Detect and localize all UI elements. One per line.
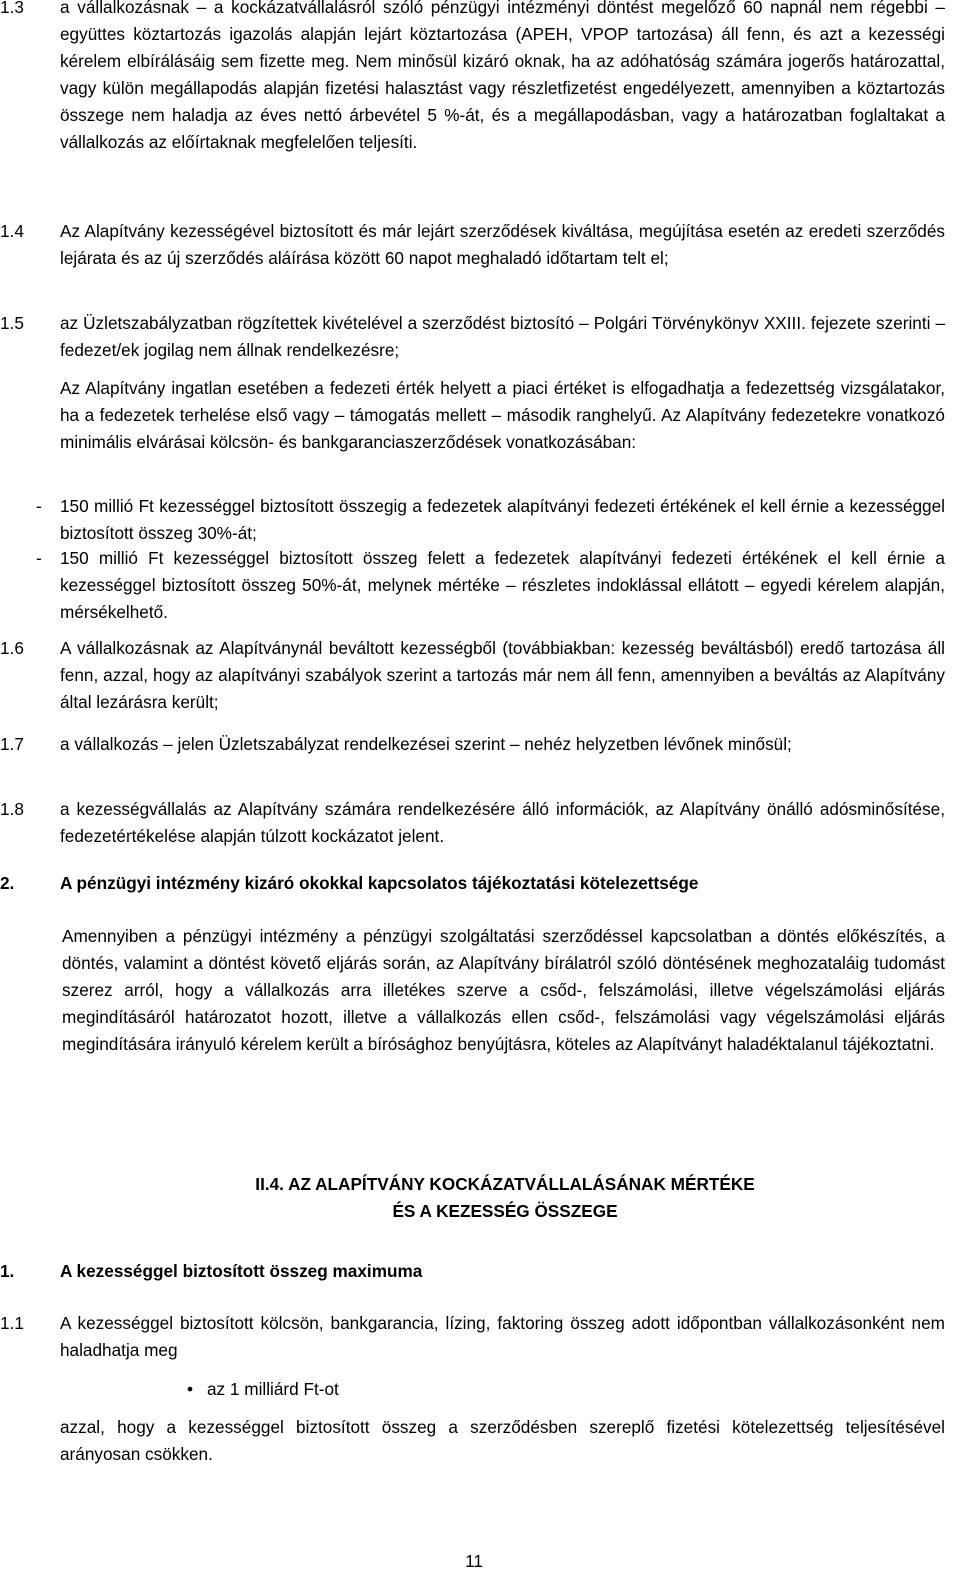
dash-item-1: [0, 493, 958, 547]
closing-paragraph: azzal, hogy a kezességgel biztosított összeg a szerződésben szereplő fizetési kötelezettség teljesítésével arányosan csökken.: [60, 1417, 945, 1464]
list-item-1-7: [0, 731, 958, 758]
item-text: a kezességvállalás az Alapítvány számára rendelkezésére álló információk, az Alapítvány önálló adósminősítése, fedezetértékelése alapján túlzott kockázatot jelent.: [60, 799, 945, 846]
bullet-marker: •: [187, 1379, 194, 1399]
item-text: a vállalkozás – jelen Üzletszabályzat rendelkezései szerint – nehéz helyzetben lévőnek minősül;: [60, 734, 792, 754]
item-text: az Üzletszabályzatban rögzítettek kivételével a szerződést biztosító – Polgári Törvénykönyv XXIII. fejezete szerinti – fedezet/ek jogilag nem állnak rendelkezésre;: [60, 313, 945, 360]
item-number: 1.1: [0, 1313, 24, 1333]
paragraph-collateral: Az Alapítvány ingatlan esetében a fedezeti érték helyett a piaci értéket is elfogadhatja a fedezettség vizsgálatakor, ha a fedezetek terhelése első vagy – támogatás mellett – második ranghelyű. Az Alapítvány fedezetekre vonatkozó minimális elvárásai kölcsön- és bankgaranciaszerződések vonatkozásában:: [60, 378, 945, 452]
chapter-title-line-1: II.4. AZ ALAPÍTVÁNY KOCKÁZATVÁLLALÁSÁNAK MÉRTÉKE: [255, 1174, 755, 1194]
list-item-1-1: [0, 1310, 958, 1364]
dash-text: 150 millió Ft kezességgel biztosított összegig a fedezetek alapítványi fedezeti értékének el kell érnie a kezességgel biztosított összeg 30%-át;: [60, 496, 945, 543]
list-item-1-8: [0, 796, 958, 850]
item-text: A vállalkozásnak az Alapítványnál beváltott kezességből (továbbiakban: kezesség beváltásból) eredő tartozása áll fenn, azzal, hogy az alapítványi szabályok szerint a tartozás már nem áll fenn, amennyiben a beváltás az Alapítvány által lezárásra került;: [60, 638, 945, 712]
section-number: 1.: [0, 1261, 15, 1281]
section-2-paragraph: Amennyiben a pénzügyi intézmény a pénzügyi szolgáltatási szerződéssel kapcsolatban a döntés előkészítés, a döntés, valamint a döntést követő eljárás során, az Alapítvány bírálatról szóló döntésének meghozataláig tudomást szerez arról, hogy a vállalkozás arra illetékes szerve a csőd-, felszámolási, illetve végelszámolási eljárás megindításáról határozatot hozott, illetve a vállalkozás ellen csőd-, felszámolási vagy végelszámolási eljárás megindítására irányuló kérelem került a bírósághoz benyújtásra, köteles az Alapítványt haladéktalanul tájékoztatni.: [62, 926, 945, 1054]
list-item-1-3: [0, 0, 958, 156]
item-text: Az Alapítvány kezességével biztosított és már lejárt szerződések kiváltása, megújítása esetén az eredeti szerződés lejárata és az új szerződés aláírása között 60 napot meghaladó időtartam telt el;: [60, 221, 945, 268]
item-number: 1.5: [0, 313, 24, 333]
item-text: a vállalkozásnak – a kockázatvállalásról szóló pénzügyi intézményi döntést megelőző 60 napnál nem régebbi – együttes köztartozás igazolás alapján lejárt köztartozása (APEH, VPOP tartozása) áll fenn, és azt a kezességi kérelem elbírálásáig sem fizette meg. Nem minősül kizáró oknak, ha az adóhatóság számára jogerős határozattal, vagy külön megállapodás alapján fizetési halasztást vagy részletfizetést engedélyezett, amennyiben a köztartozás összege nem haladja az éves nettó árbevétel 5 %-át, és a megállapodásban, vagy a határozatban foglaltakat a vállalkozás az előírtaknak megfelelően teljesíti.: [60, 0, 945, 152]
dash-marker: -: [36, 496, 42, 516]
dash-item-2: [0, 545, 958, 626]
dash-marker: -: [36, 548, 42, 568]
bullet-text: az 1 milliárd Ft-ot: [207, 1379, 339, 1399]
item-number: 1.7: [0, 734, 24, 754]
chapter-title-line-2: ÉS A KEZESSÉG ÖSSZEGE: [392, 1201, 618, 1221]
item-text: A kezességgel biztosított kölcsön, bankgarancia, lízing, faktoring összeg adott időpontban vállalkozásonként nem haladhatja meg: [60, 1313, 945, 1360]
page-number: 11: [465, 1551, 483, 1571]
item-number: 1.4: [0, 221, 24, 241]
list-item-1-6: [0, 635, 958, 716]
item-number: 1.8: [0, 799, 24, 819]
section-number: 2.: [0, 873, 15, 893]
list-item-1-5: [0, 310, 958, 364]
list-item-1-4: [0, 218, 958, 272]
dash-text: 150 millió Ft kezességgel biztosított összeg felett a fedezetek alapítványi fedezeti értékének el kell érnie a kezességgel biztosított összeg 50%-át, melynek mértéke – részletes indoklással ellátott – egyedi kérelem alapján, mérsékelhető.: [60, 548, 945, 622]
section-heading-2: [0, 870, 958, 897]
section-title: A pénzügyi intézmény kizáró okokkal kapcsolatos tájékoztatási kötelezettsége: [60, 873, 699, 893]
item-number: 1.3: [0, 0, 24, 17]
section-title: A kezességgel biztosított összeg maximuma: [60, 1261, 423, 1281]
section-heading-1: [0, 1258, 958, 1285]
item-number: 1.6: [0, 638, 24, 658]
